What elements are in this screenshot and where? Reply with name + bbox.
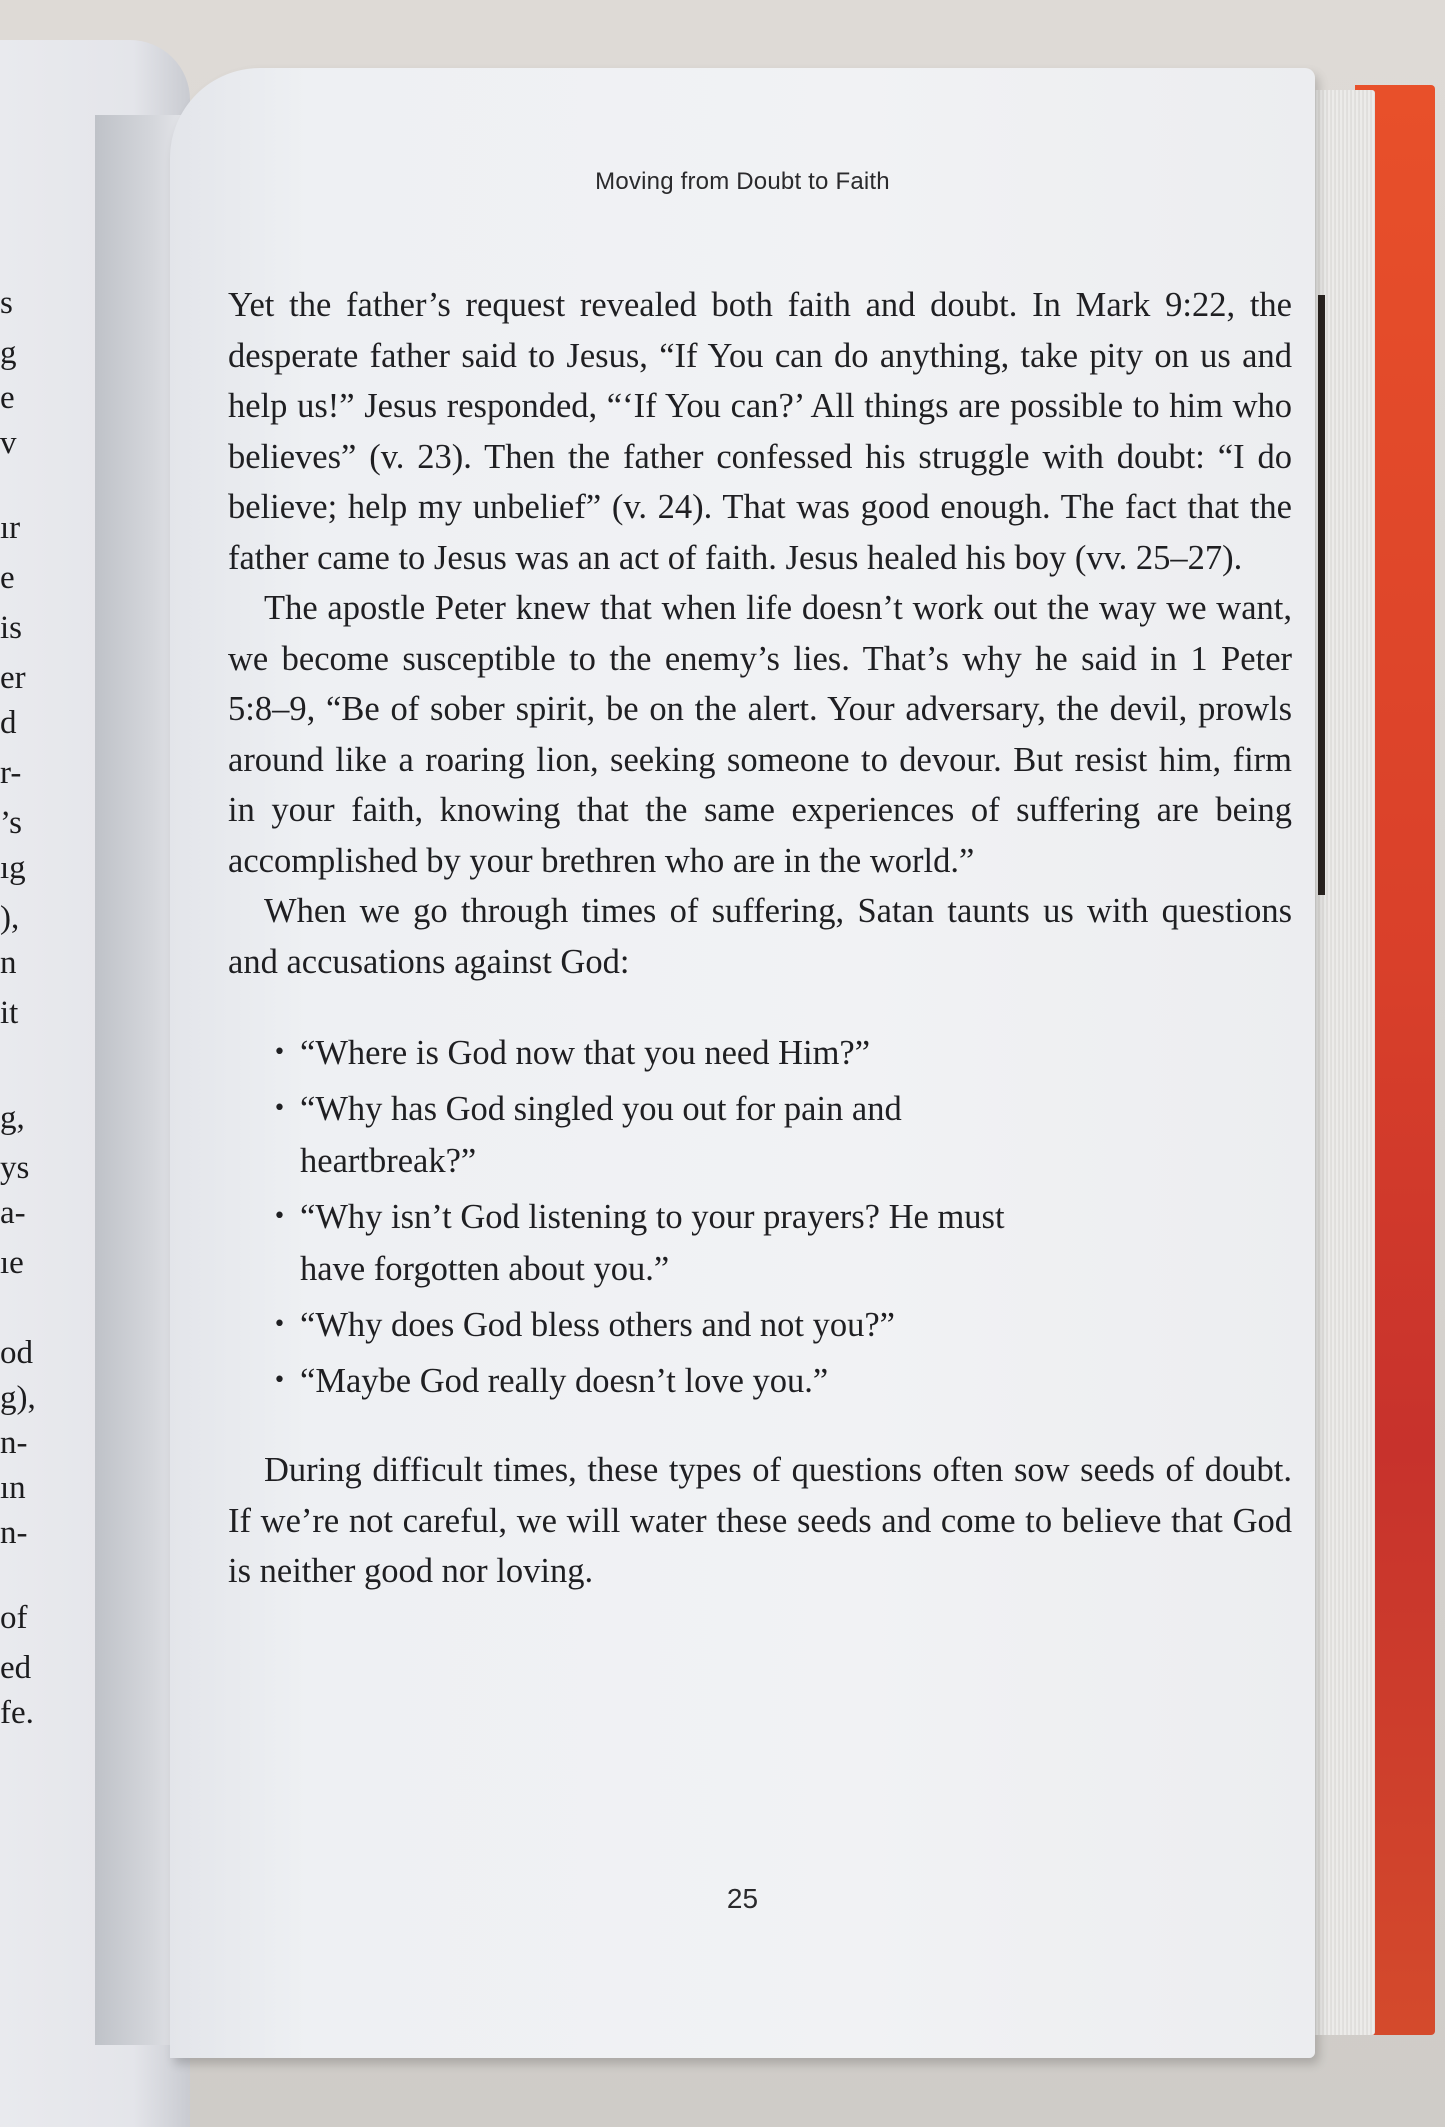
left-page-fragment: ın (0, 1470, 26, 1506)
running-head: Moving from Doubt to Faith (595, 168, 890, 195)
paragraph-3: When we go through times of suffering, Satan taunts us with questions and accusations against God: (228, 892, 1292, 981)
left-page-fragment: ıe (0, 1245, 24, 1281)
body-text (228, 280, 1292, 1597)
left-page-fragment: ), (0, 900, 20, 936)
bullet-item: • “Where is God now that you need Him?” (273, 1027, 1020, 1079)
left-page-fragment: ır (0, 510, 21, 546)
left-page-fragment: n- (0, 1425, 28, 1461)
left-page-fragment: e (0, 560, 15, 596)
left-page-fragment: ıg (0, 850, 26, 886)
bullet-item: • “Maybe God really doesn’t love you.” (273, 1355, 1020, 1407)
left-page-fragment: g), (0, 1380, 36, 1416)
left-page-fragment: it (0, 995, 19, 1031)
left-page-fragment: r- (0, 755, 22, 791)
left-page-fragment: of (0, 1600, 28, 1636)
left-page-fragment: g (0, 335, 17, 371)
left-page-fragment: is (0, 610, 23, 646)
bullet-item: • “Why does God bless others and not you?” (273, 1299, 1020, 1351)
left-page-fragment: g, (0, 1100, 25, 1136)
bullet-list (228, 1027, 1292, 1407)
left-page-fragment: ys (0, 1150, 30, 1186)
bullet-item: • “Why isn’t God listening to your prayers? He must have forgotten about you.” (273, 1191, 1020, 1295)
left-page-fragment: v (0, 425, 17, 461)
right-page (170, 68, 1315, 2058)
left-page-fragment: n- (0, 1515, 28, 1551)
bullet-item: • “Why has God singled you out for pain and heartbreak?” (273, 1083, 1020, 1187)
ribbon-bookmark (1318, 295, 1325, 895)
left-page-fragment: d (0, 705, 17, 741)
paragraph-1: Yet the father’s request revealed both faith and doubt. In Mark 9:22, the desperate father said to Jesus, “If You can do anything, take pity on us and help us!” Jesus responded, “‘If You can?’ All things are possible to him who believes” (v. 23). Then the father confessed his struggle with doubt: “I do believe; help my unbelief” (v. 24). That was good enough. The fact that the father came to Jesus was an act of faith. Jesus healed his boy (vv. 25–27). (228, 286, 1292, 577)
paragraph-4: During difficult times, these types of questions often sow seeds of doubt. If we’re not careful, we will water these seeds and come to believe that God is neither good nor loving. (228, 1451, 1292, 1590)
left-page-fragment: fe. (0, 1695, 34, 1731)
left-page-fragment: od (0, 1335, 33, 1371)
left-page-fragment: ed (0, 1650, 32, 1686)
page-number: 25 (726, 1883, 759, 1914)
left-page-fragment: a- (0, 1195, 26, 1231)
left-page-fragment: ’s (0, 805, 23, 841)
paragraph-2: The apostle Peter knew that when life doesn’t work out the way we want, we become susceptible to the enemy’s lies. That’s why he said in 1 Peter 5:8–9, “Be of sober spirit, be on the alert. Your adversary, the devil, prowls around like a roaring lion, seeking someone to devour. But resist him, firm in your faith, knowing that the same experiences of suffering are being accomplished by your brethren who are in the world.” (228, 589, 1292, 880)
left-page-fragment: n (0, 945, 17, 981)
left-page-fragment: e (0, 380, 15, 416)
left-page-fragment: s (0, 285, 13, 321)
left-page-fragment: er (0, 660, 26, 696)
